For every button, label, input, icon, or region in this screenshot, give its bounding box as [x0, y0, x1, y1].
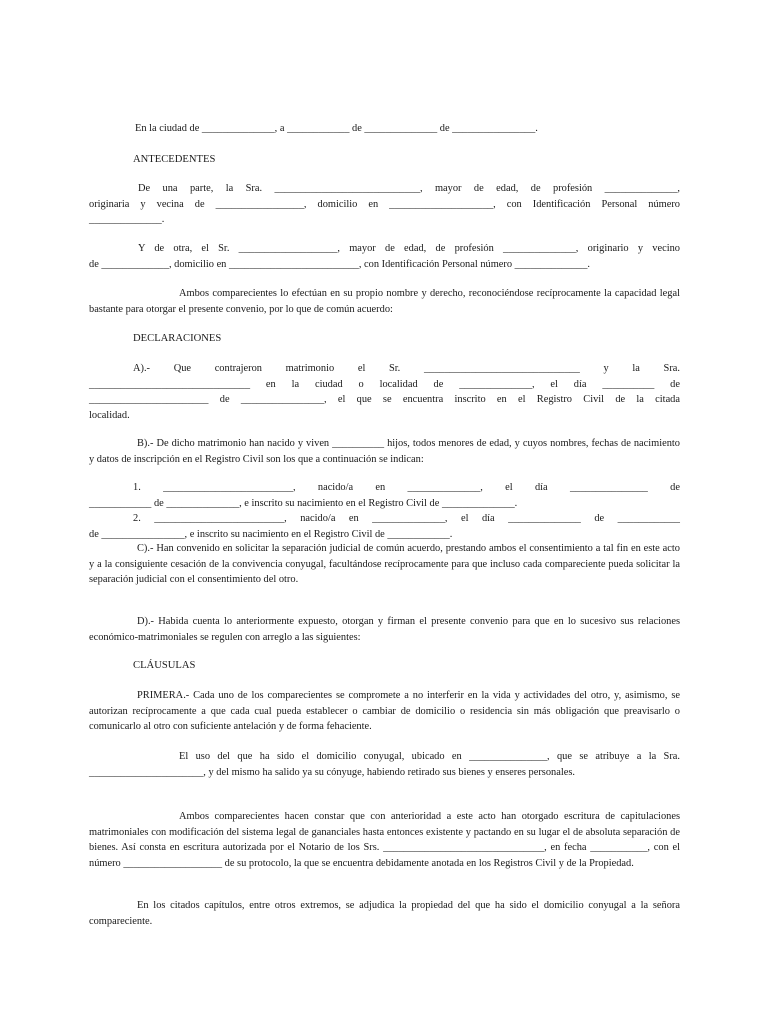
text-line: de _____________, domicilio en _________________________, con Identificación Personal número ______________.	[89, 258, 590, 270]
heading-antecedentes: ANTECEDENTES	[133, 154, 216, 165]
text-line: A).- Que contrajeron matrimonio el Sr. ______________________________ y la Sra.	[133, 363, 680, 374]
text-line: Y de otra, el Sr. ___________________, mayor de edad, de profesión ______________, originario y vecino	[138, 243, 680, 254]
text-line: localidad.	[89, 409, 130, 421]
declaracion-c: C).- Han convenido en solicitar la separación judicial de común acuerdo, prestando ambos el consentimiento a tal fin en este acto y a la consiguiente cesación de la convivencia conyugal, facultándose recíprocamente para que incluso cada compareciente pueda solicitar la separación judicial con el consentimiento del otro.	[89, 543, 680, 585]
children-list	[89, 480, 680, 542]
antecedentes-paragraph-3: Ambos comparecientes lo efectúan en su propio nombre y derecho, reconociéndose recíprocamente la capacidad legal bastante para otorgar el presente convenio, por lo que de común acuerdo:	[89, 288, 680, 315]
text-line: ______________.	[89, 214, 165, 225]
clausula-uso-domicilio: El uso del que ha sido el domicilio conyugal, ubicado en _______________, que se atribuye a la Sra. ______________________, y del mismo ha salido ya su cónyuge, habiendo retirado sus bienes y enseres personales.	[89, 751, 680, 778]
text-line: _______________________________ en la ciudad o localidad de ______________, el día __________ de	[89, 378, 680, 390]
text-line: _______________________ de ________________, el que se encuentra inscrito en el Registro Civil de la citada	[89, 394, 680, 405]
intro-line	[135, 121, 680, 137]
intro-text: En la ciudad de ______________, a ____________ de ______________ de ________________.	[135, 123, 538, 134]
clausula-primera: PRIMERA.- Cada uno de los comparecientes se compromete a no interferir en la vida y actividades del otro, y, asimismo, se autorizan recíprocamente a que cada cual pueda establecer o cambiar de domicilio o residencia sin más obligación que preavisarlo o comunicarlo al otro con suficiente antelación y de forma fehaciente.	[89, 690, 680, 732]
text-line: originaria y vecina de _________________, domicilio en ____________________, con Identificación Personal número	[89, 198, 680, 210]
child-1-line-2: ____________ de ______________, e inscrito su nacimiento en el Registro Civil de ______________.	[89, 497, 518, 509]
declaracion-b: B).- De dicho matrimonio han nacido y viven __________ hijos, todos menores de edad, y cuyos nombres, fechas de nacimiento y datos de inscripción en el Registro Civil son los que a continuación se indican:	[89, 438, 680, 465]
child-2-line-1: 2. _________________________, nacido/a en ______________, el día ______________ de ____________	[133, 513, 680, 524]
declaracion-a	[89, 361, 680, 423]
heading-declaraciones: DECLARACIONES	[133, 333, 222, 344]
clausula-capitulos: En los citados capítulos, entre otros extremos, se adjudica la propiedad del que ha sido el domicilio conyugal a la señora compareciente.	[89, 900, 680, 927]
clausula-capitulaciones: Ambos comparecientes hacen constar que con anterioridad a este acto han otorgado escritura de capitulaciones matrimoniales con modificación del sistema legal de gananciales hasta entonces existente y pactando en su lugar el de absoluta separación de bienes. Así consta en escritura autorizada por el Notario de los Srs. _______________________________, en fecha ___________, con el número ___________________ de su protocolo, la que se encuentra debidamente anotada en los Registros Civil y de la Propiedad.	[89, 811, 680, 869]
antecedentes-paragraph-1	[89, 181, 680, 228]
child-2-line-2: de ________________, e inscrito su nacimiento en el Registro Civil de ____________.	[89, 528, 453, 540]
text-line: De una parte, la Sra. ____________________________, mayor de edad, de profesión ______________,	[138, 183, 680, 194]
antecedentes-paragraph-2	[89, 241, 680, 272]
heading-clausulas: CLÁUSULAS	[133, 660, 196, 671]
child-1-line-1: 1. _________________________, nacido/a en ______________, el día _______________ de	[133, 482, 680, 493]
declaracion-d: D).- Habida cuenta lo anteriormente expuesto, otorgan y firman el presente convenio para que en lo sucesivo sus relaciones económico-matrimoniales se regulen con arreglo a las siguientes:	[89, 616, 680, 643]
